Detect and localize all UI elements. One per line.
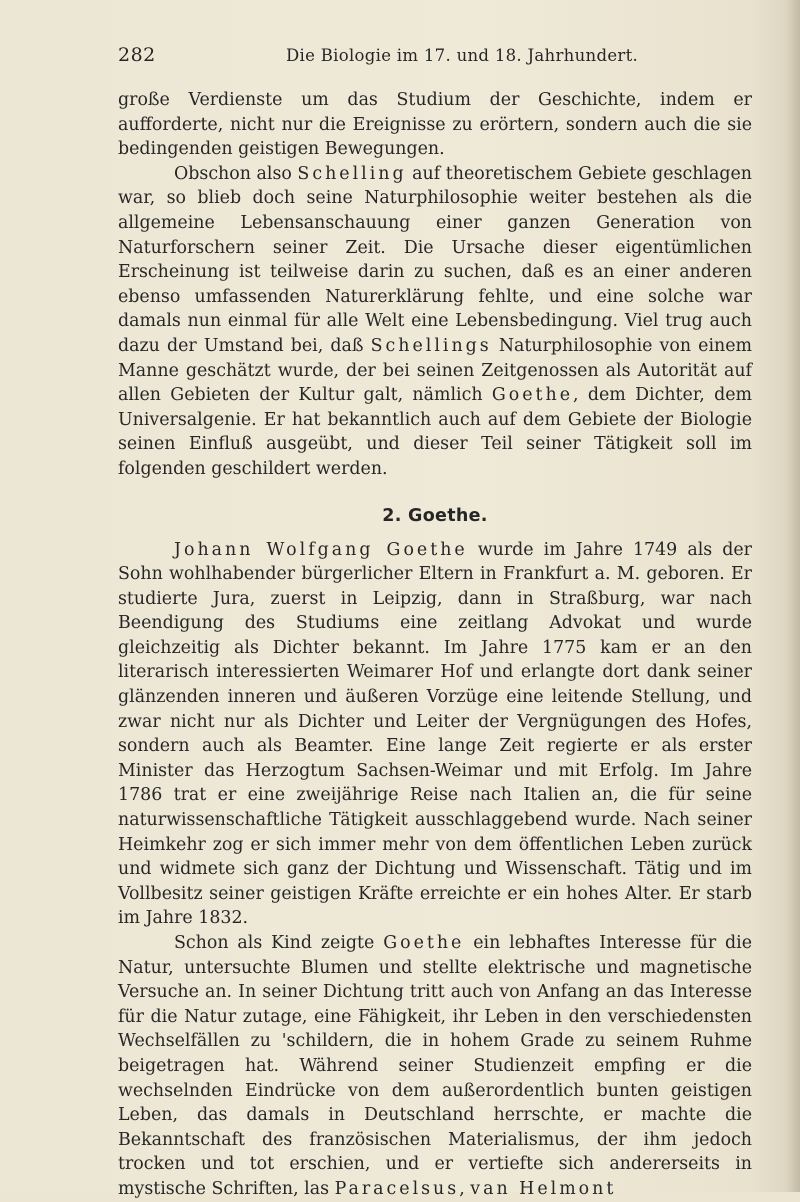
page-number: 282: [118, 44, 156, 66]
paragraph-3-text-b: wurde im Jahre 1749 als der Sohn wohlhabender bürgerlicher Eltern in Frankfurt a. M. geboren. Er studierte Jura, zuerst in Leipzig, dann in Straßburg, war nach Beendigung des Studiums eine zeitlang Advokat und wurde gleichzeitig als Dichter bekannt. Im Jahre 1775 kam er an den literarisch interessierten Weimarer Hof und erlangte dort dank seiner glänzenden inneren und äußeren Vorzüge eine leitende Stellung, und zwar nicht nur als Dichter und Leiter der Vergnügungen des Hofes, sondern auch als Beamter. Eine lange Zeit regierte er als erster Minister das Herzogtum Sachsen-Weimar und mit Erfolg. Im Jahre 1786 trat er eine zweijährige Reise nach Italien an, die für seine naturwissenschaftliche Tätigkeit ausschlaggebend wurde. Nach seiner Heimkehr zog er sich immer mehr von dem öffentlichen Leben zurück und widmete sich ganz der Dichtung und Wissenschaft. Tätig und im Vollbesitz seiner geistigen Kräfte erreichte er ein hohes Alter. Er starb im Jahre 1832.: [118, 539, 752, 929]
body-text: [118, 88, 752, 1202]
name-schelling: Schelling: [297, 163, 407, 184]
name-johann-wolfgang-goethe: Johann Wolfgang Goethe: [174, 539, 468, 560]
name-goethe-2: Goethe: [383, 933, 465, 953]
paragraph-2-text-c: auf theoretischem Gebiete geschlagen war, so blieb doch seine Naturphilosophie weiter bestehen als die allgemeine Lebensanschauung einer ganzen Generation von Naturforschern seiner Zeit. Die Ursache dieser eigentümlichen Erscheinung ist teilweise darin zu suchen, daß es an einer anderen ebenso umfassenden Naturerklärung fehlte, und eine solche war damals nun einmal für alle Welt eine Lebensbedingung. Viel trug auch dazu der Umstand bei, daß: [118, 163, 752, 356]
name-van-helmont: van Helmont: [470, 1178, 617, 1199]
paragraph-2-text-g: , dem Dichter, dem Universalgenie. Er hat bekanntlich auch auf dem Gebiete der Biologie seinen Einfluß ausgeübt, und dieser Teil seiner Tätigkeit soll im folgenden geschildert werden.: [118, 385, 752, 479]
paragraph-4-text-c: ein lebhaftes Interesse für die Natur, untersuchte Blumen und stellte elektrische und magnetische Versuche an. In seiner Dichtung tritt auch von Anfang an das Interesse für die Natur zutage, eine Fähigkeit, ihr Leben in den verschiedensten Wechselfällen zu 'schildern, die in hohem Grade zu seinem Ruhme beigetragen hat. Während seiner Studienzeit empfing er die wechselnden Eindrücke von dem außerordentlich bunten geistigen Leben, das damals in Deutschland herrschte, er machte die Bekanntschaft des französischen Materialismus, der ihm jedoch trocken und tot erschien, und er vertiefte sich andererseits in mystische Schriften, las: [118, 933, 752, 1199]
page-edge-shadow: [786, 0, 800, 1192]
name-goethe: Goethe: [491, 385, 574, 406]
paragraph-2: [118, 162, 752, 482]
running-title: Die Biologie im 17. und 18. Jahrhundert.: [286, 46, 639, 65]
paragraph-1: große Verdienste um das Studium der Geschichte, indem er aufforderte, nicht nur die Ereignisse zu erörtern, sondern auch die sie bedingenden geistigen Bewegungen.: [118, 90, 752, 160]
paragraph-4-text-a: Schon als Kind zeigte: [174, 933, 384, 953]
paragraph-4: [118, 931, 752, 1202]
paragraph-3: [118, 538, 752, 932]
page-header: [118, 44, 752, 74]
name-paracelsus: Paracelsus: [334, 1178, 460, 1199]
paragraph-2-text-a: Obschon also: [174, 163, 298, 184]
name-schellings: Schellings: [370, 335, 492, 356]
section-heading: 2. Goethe.: [382, 505, 488, 526]
paragraph-4-text-e: ,: [459, 1178, 471, 1199]
paragraph-2-text-e: Naturphilosophie von einem Manne geschätzt wurde, der bei seinen Zeitgenossen als Autorität auf allen Gebieten der Kultur galt, nämlich: [118, 335, 752, 406]
